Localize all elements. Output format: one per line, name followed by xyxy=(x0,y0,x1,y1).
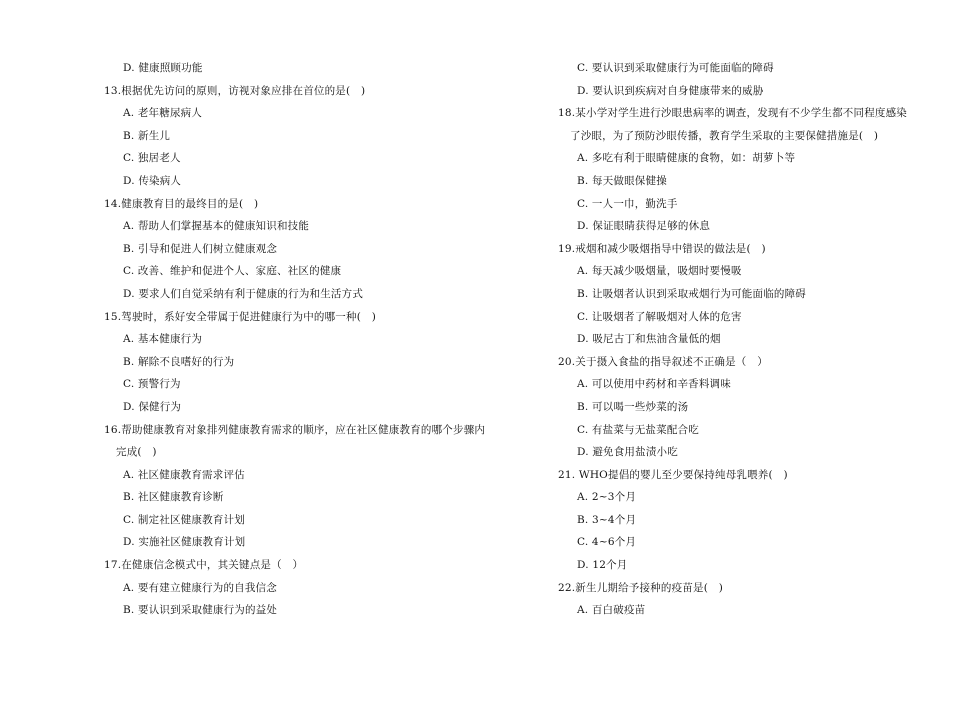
answer-option: D. 保证眼睛获得足够的休息 xyxy=(577,220,711,233)
question-text: 15.驾驶时，系好安全带属于促进健康行为中的哪一种( ) xyxy=(104,310,376,323)
answer-option: C. 改善、维护和促进个人、家庭、社区的健康 xyxy=(123,265,342,278)
answer-option: D. 吸尼古丁和焦油含量低的烟 xyxy=(577,333,721,346)
answer-option: A. 社区健康教育需求评估 xyxy=(123,468,245,481)
answer-option: B. 要认识到采取健康行为的益处 xyxy=(123,604,278,617)
question-text: 21. WHO提倡的婴儿至少要保持纯母乳喂养( ) xyxy=(558,468,788,481)
answer-option: B. 可以喝一些炒菜的汤 xyxy=(577,400,689,413)
answer-option: B. 引导和促进人们树立健康观念 xyxy=(123,242,278,255)
question-text: 16.帮助健康教育对象排列健康教育需求的顺序，应在社区健康教育的哪个步骤内 xyxy=(104,423,486,436)
answer-option: C. 一人一巾，勤洗手 xyxy=(577,197,678,210)
answer-option: C. 预警行为 xyxy=(123,378,181,391)
answer-option: A. 老年糖尿病人 xyxy=(123,107,203,120)
question-text-continued: 了沙眼，为了预防沙眼传播，教育学生采取的主要保健措施是( ) xyxy=(570,129,879,142)
question-text: 17.在健康信念模式中，其关键点是（ ） xyxy=(104,559,304,572)
question-text: 22.新生儿期给予接种的疫苗是( ) xyxy=(558,581,723,594)
answer-option: D. 要求人们自觉采纳有利于健康的行为和生活方式 xyxy=(123,287,364,300)
question-text: 19.戒烟和减少吸烟指导中错误的做法是( ) xyxy=(558,242,766,255)
answer-option: B. 3~4个月 xyxy=(577,513,637,526)
answer-option: D. 避免食用盐渍小吃 xyxy=(577,446,678,459)
answer-option: A. 多吃有利于眼睛健康的食物，如：胡萝卜等 xyxy=(577,152,796,165)
answer-option: A. 2~3个月 xyxy=(577,491,637,504)
answer-option: D. 保健行为 xyxy=(123,400,182,413)
question-text: 20.关于摄入食盐的指导叙述不正确是（ ） xyxy=(558,355,768,368)
answer-option: C. 制定社区健康教育计划 xyxy=(123,513,245,526)
answer-option: A. 百白破疫苗 xyxy=(577,604,646,617)
question-text: 14.健康教育目的最终目的是( ) xyxy=(104,197,259,210)
question-text-continued: 完成( ) xyxy=(116,446,157,459)
answer-option: D. 健康照顾功能 xyxy=(123,62,203,74)
answer-option: A. 每天减少吸烟量，吸烟时要慢吸 xyxy=(577,265,742,278)
answer-option: D. 要认识到疾病对自身健康带来的威胁 xyxy=(577,84,764,97)
answer-option: A. 帮助人们掌握基本的健康知识和技能 xyxy=(123,220,310,233)
answer-option: D. 实施社区健康教育计划 xyxy=(123,536,246,549)
left-column xyxy=(104,57,534,622)
answer-option: D. 传染病人 xyxy=(123,174,182,187)
answer-option: C. 独居老人 xyxy=(123,152,181,165)
right-column xyxy=(558,57,958,622)
answer-option: C. 有盐菜与无盐菜配合吃 xyxy=(577,423,699,436)
answer-option: D. 12个月 xyxy=(577,559,628,572)
answer-option: A. 可以使用中药材和辛香料调味 xyxy=(577,378,731,391)
question-text: 13.根据优先访问的原则，访视对象应排在首位的是( ) xyxy=(104,84,366,97)
answer-option: B. 社区健康教育诊断 xyxy=(123,491,224,504)
answer-option: B. 每天做眼保健操 xyxy=(577,174,667,187)
answer-option: B. 让吸烟者认识到采取戒烟行为可能面临的障碍 xyxy=(577,287,806,300)
answer-option: C. 让吸烟者了解吸烟对人体的危害 xyxy=(577,310,742,323)
answer-option: B. 解除不良嗜好的行为 xyxy=(123,355,235,368)
answer-option: A. 基本健康行为 xyxy=(123,333,203,346)
answer-option: A. 要有建立健康行为的自我信念 xyxy=(123,581,277,594)
question-text: 18.某小学对学生进行沙眼患病率的调查，发现有不少学生都不同程度感染 xyxy=(558,107,907,120)
answer-option: B. 新生儿 xyxy=(123,129,171,142)
answer-option: C. 要认识到采取健康行为可能面临的障碍 xyxy=(577,62,774,74)
answer-option: C. 4~6个月 xyxy=(577,536,637,549)
